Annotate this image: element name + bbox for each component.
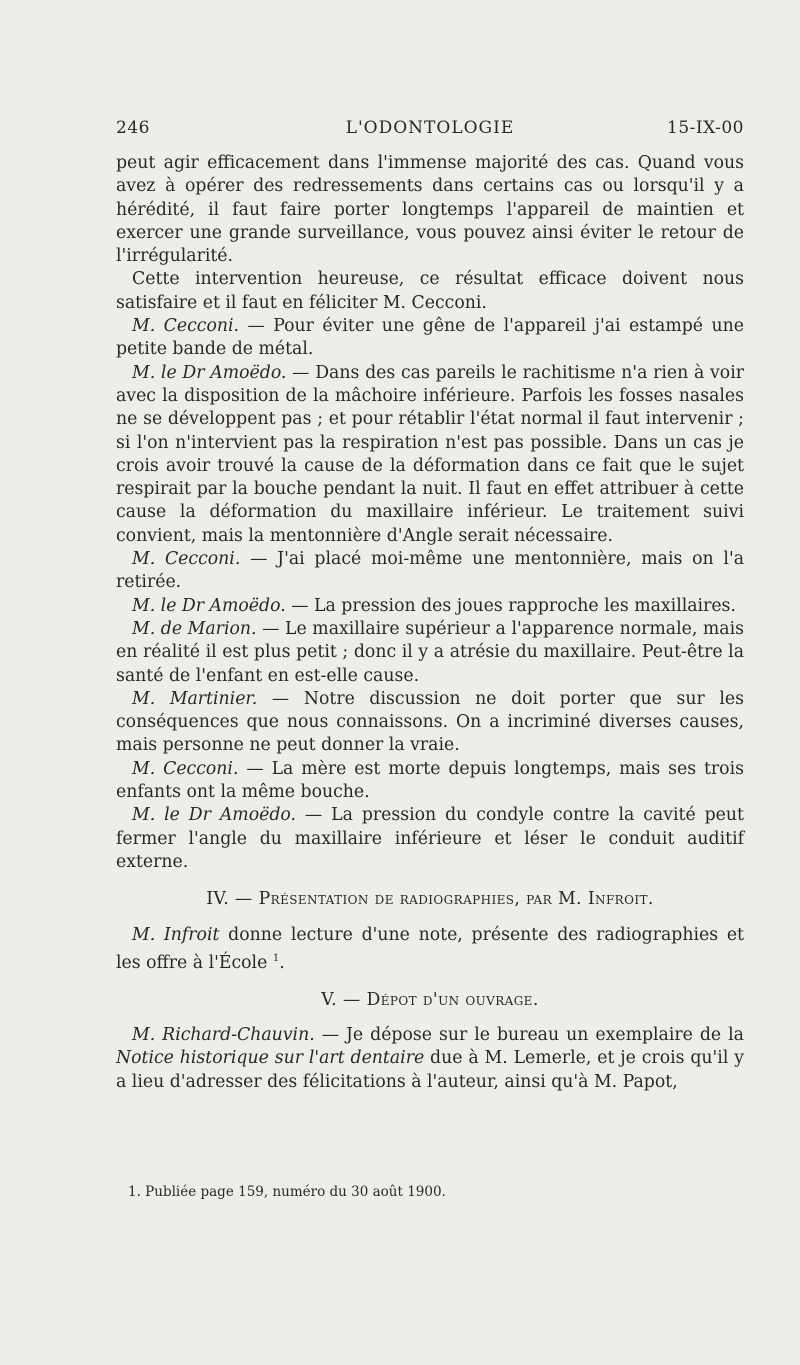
separator: —: [239, 316, 274, 337]
book-title: Notice historique sur l'art dentaire: [116, 1048, 425, 1069]
separator: —: [240, 549, 278, 570]
paragraph-text: peut agir efficacement dans l'immense majorité des cas. Quand vous avez à opérer des redressements dans certains cas ou lorsqu'il y a hérédité, il faut faire porter longtemps l'appareil de maintien et exercer une grande surveillance, vous pouvez ainsi éviter le retour de l'irrégularité.: [116, 153, 744, 267]
paragraph-text: Le maxillaire supérieur a l'apparence normale, mais en réalité il est plus petit ; donc il y a atrésie du maxillaire. Peut-être la santé de l'enfant en est-elle cause.: [116, 618, 744, 686]
paragraph: [116, 688, 744, 758]
paragraph-text: Pour éviter une gêne de l'appareil j'ai estampé une petite bande de métal.: [116, 316, 744, 360]
speaker: M. Martinier.: [132, 688, 258, 709]
separator: —: [257, 688, 304, 709]
paragraph-end: .: [279, 952, 285, 973]
paragraph: [116, 152, 744, 268]
paragraph-text: J'ai placé moi-même une mentonnière, mais on l'a retirée.: [116, 549, 744, 593]
body-text: [116, 152, 744, 1094]
issue-date: 15-IX-00: [667, 118, 744, 138]
section-heading: IV. — Présentation de radiographies, par M. Infroit.: [206, 889, 654, 910]
section-heading: V. — Dépot d'un ouvrage.: [321, 989, 539, 1010]
paragraph-text: Cette intervention heureuse, ce résultat efficace doivent nous satisfaire et il faut en féliciter M. Cecconi.: [116, 269, 744, 313]
separator: —: [256, 618, 285, 639]
paragraph: [116, 924, 744, 975]
paragraph: [116, 1024, 744, 1094]
paragraph: [116, 595, 744, 618]
paragraph: [116, 268, 744, 315]
paragraph: [116, 362, 744, 548]
paragraph-text: La mère est morte depuis longtemps, mais ses trois enfants ont la même bouche.: [116, 758, 744, 803]
journal-title: L'ODONTOLOGIE: [345, 118, 515, 138]
speaker: M. Infroit: [132, 924, 220, 945]
separator: —: [314, 1025, 346, 1046]
paragraph: [116, 758, 744, 805]
footnote: 1. Publiée page 159, numéro du 30 août 1900.: [128, 1184, 446, 1200]
speaker: M. le Dr Amoëdo.: [132, 805, 296, 826]
separator: —: [295, 805, 332, 826]
speaker: M. de Marion.: [132, 618, 257, 639]
separator: —: [286, 362, 316, 383]
page-number: 246: [116, 118, 150, 138]
paragraph: [116, 618, 744, 688]
paragraph-text: due à M. Lemerle, et je crois qu'il y a lieu d'adresser des félicitations à l'auteur, ainsi qu'à M. Papot,: [116, 1048, 744, 1092]
paragraph-text: Je dépose sur le bureau un exemplaire de la: [345, 1025, 744, 1046]
paragraph: [116, 548, 744, 595]
footnote-ref: 1: [272, 952, 280, 964]
paragraph-text: Dans des cas pareils le rachitisme n'a rien à voir avec la disposition de la mâchoire inférieure. Parfois les fosses nasales ne se développent pas ; et pour rétablir l'état normal il faut intervenir ; si l'on n'intervient pas la respiration n'est pas possible. Dans un cas je crois avoir trouvé la cause de la déformation dans ce fait que le sujet respirait par la bouche pendant la nuit. Il faut en effet attribuer à cette cause la déformation du maxillaire inférieur. Le traitement suivi convient, mais la mentonnière d'Angle serait nécessaire.: [116, 362, 744, 546]
speaker: M. Cecconi.: [132, 758, 239, 779]
speaker: M. Cecconi.: [132, 549, 241, 570]
speaker: M. le Dr Amoëdo.: [132, 362, 287, 383]
speaker: M. le Dr Amoëdo.: [132, 595, 286, 616]
separator: —: [285, 595, 314, 616]
paragraph: [116, 804, 744, 874]
paragraph-text: donne lecture d'une note, présente des radiographies et les offre à l'École: [116, 924, 745, 973]
paragraph-text: Notre discussion ne doit porter que sur les conséquences que nous connaissons. On a incriminé diverses causes, mais personne ne peut donner la vraie.: [116, 688, 745, 756]
paragraph-text: La pression des joues rapproche les maxillaires.: [313, 595, 736, 616]
speaker: M. Richard-Chauvin.: [132, 1025, 315, 1046]
separator: —: [238, 758, 272, 779]
speaker: M. Cecconi.: [132, 316, 240, 337]
paragraph-text: La pression du condyle contre la cavité peut fermer l'angle du maxillaire inférieure et léser le conduit auditif externe.: [116, 805, 744, 872]
paragraph: [116, 315, 744, 362]
